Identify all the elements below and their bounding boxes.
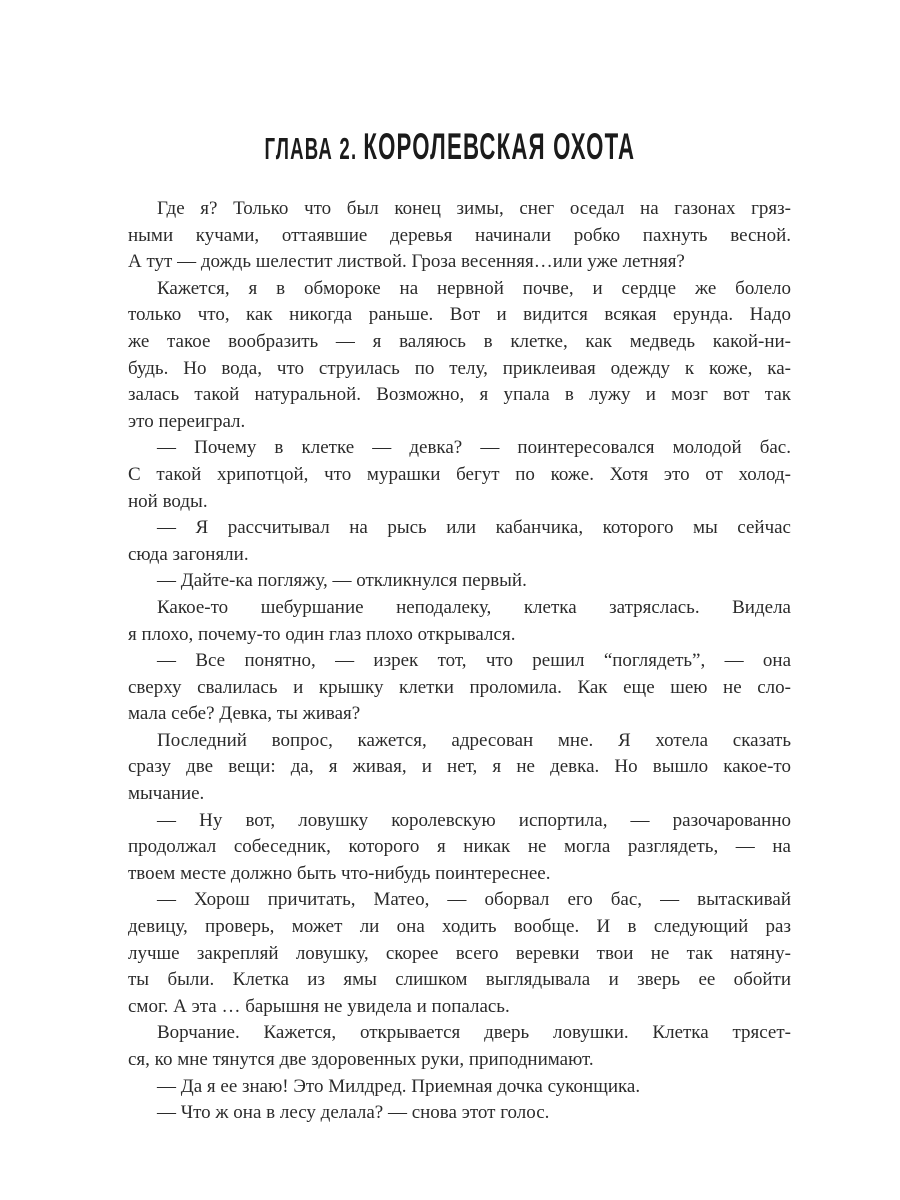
text-line: Кажется, я в обмороке на нервной почве, и сердце же болело (157, 277, 791, 299)
text-line: С такой хрипотцой, что мурашки бегут по коже. Хотя это от холод- (128, 463, 791, 485)
text-line: — Я рассчитывал на рысь или кабанчика, которого мы сейчас (157, 517, 791, 539)
text-line: Какое-то шебуршание неподалеку, клетка затряслась. Видела (157, 596, 791, 618)
paragraph (128, 1074, 791, 1101)
paragraph (128, 728, 791, 808)
text-line: девицу, проверь, может ли она ходить вообще. И в следующий раз (128, 916, 791, 938)
text-line: лучше закрепляй ловушку, скорее всего веревки твои не так натяну- (128, 942, 791, 964)
text-line: — Да я ее знаю! Это Милдред. Приемная дочка суконщика. (157, 1075, 641, 1097)
paragraph (128, 568, 791, 595)
text-line: ся, ко мне тянутся две здоровенных руки, приподнимают. (128, 1049, 594, 1070)
text-line: — Ну вот, ловушку королевскую испортила, — разочарованно (157, 809, 791, 831)
text-line: мала себе? Девка, ты живая? (128, 703, 361, 725)
text-line: будь. Но вода, что струилась по телу, приклеивая одежду к коже, ка- (128, 357, 791, 379)
text-line: мычание. (128, 783, 205, 805)
text-line: продолжал собеседник, которого я никак не могла разглядеть, — на (128, 836, 791, 858)
text-line: — Что ж она в лесу делала? — снова этот голос. (157, 1102, 550, 1124)
paragraph (128, 1100, 791, 1127)
paragraph (128, 276, 791, 436)
paragraph (128, 887, 791, 1020)
paragraph (128, 515, 791, 568)
text-line: — Дайте-ка погляжу, — откликнулся первый. (157, 570, 527, 592)
text-line: Где я? Только что был конец зимы, снег оседал на газонах гряз- (157, 198, 791, 219)
text-line: же такое вообразить — я валяюсь в клетке, как медведь какой-ни- (128, 330, 791, 352)
text-line: сразу две вещи: да, я живая, и нет, я не девка. Но вышло какое-то (128, 756, 791, 778)
chapter-title: КОРОЛЕВСКАЯ ОХОТА (363, 126, 636, 167)
paragraph (128, 1020, 791, 1073)
text-line: это переиграл. (128, 410, 246, 432)
paragraph (128, 595, 791, 648)
text-line: — Хорош причитать, Матео, — оборвал его бас, — вытаскивай (157, 889, 791, 911)
text-line: А тут — дождь шелестит листвой. Гроза весенняя…или уже летняя? (128, 251, 685, 273)
text-line: — Все понятно, — изрек тот, что решил “поглядеть”, — она (157, 650, 791, 672)
chapter-heading-text (265, 126, 636, 176)
text-line: только что, как никогда раньше. Вот и видится всякая ерунда. Надо (128, 304, 791, 326)
text-line: сюда загоняли. (128, 543, 249, 565)
text-line: сверху свалилась и крышку клетки проломила. Как еще шею не сло- (128, 676, 791, 698)
paragraph (128, 648, 791, 728)
chapter-heading (0, 126, 900, 176)
text-line: Последний вопрос, кажется, адресован мне. Я хотела сказать (157, 729, 791, 751)
text-line: смог. А эта … барышня не увидела и попалась. (128, 995, 510, 1017)
text-line: залась такой натуральной. Возможно, я упала в лужу и мозг вот так (128, 384, 791, 406)
text-line: Ворчание. Кажется, открывается дверь ловушки. Клетка трясет- (157, 1022, 791, 1044)
chapter-text (128, 196, 791, 1127)
text-line: ты были. Клетка из ямы слишком выглядывала и зверь ее обойти (128, 969, 791, 991)
paragraph (128, 196, 791, 276)
text-line: я плохо, почему-то один глаз плохо открывался. (128, 623, 516, 645)
paragraph (128, 435, 791, 515)
paragraph (128, 808, 791, 888)
text-line: ными кучами, оттаявшие деревья начинали робко пахнуть весной. (128, 224, 791, 246)
chapter-number: ГЛАВА 2. (264, 131, 358, 166)
text-line: — Почему в клетке — девка? — поинтересовался молодой бас. (157, 437, 791, 459)
text-line: твоем месте должно быть что-нибудь поинтереснее. (128, 862, 551, 884)
text-line: ной воды. (128, 490, 208, 512)
